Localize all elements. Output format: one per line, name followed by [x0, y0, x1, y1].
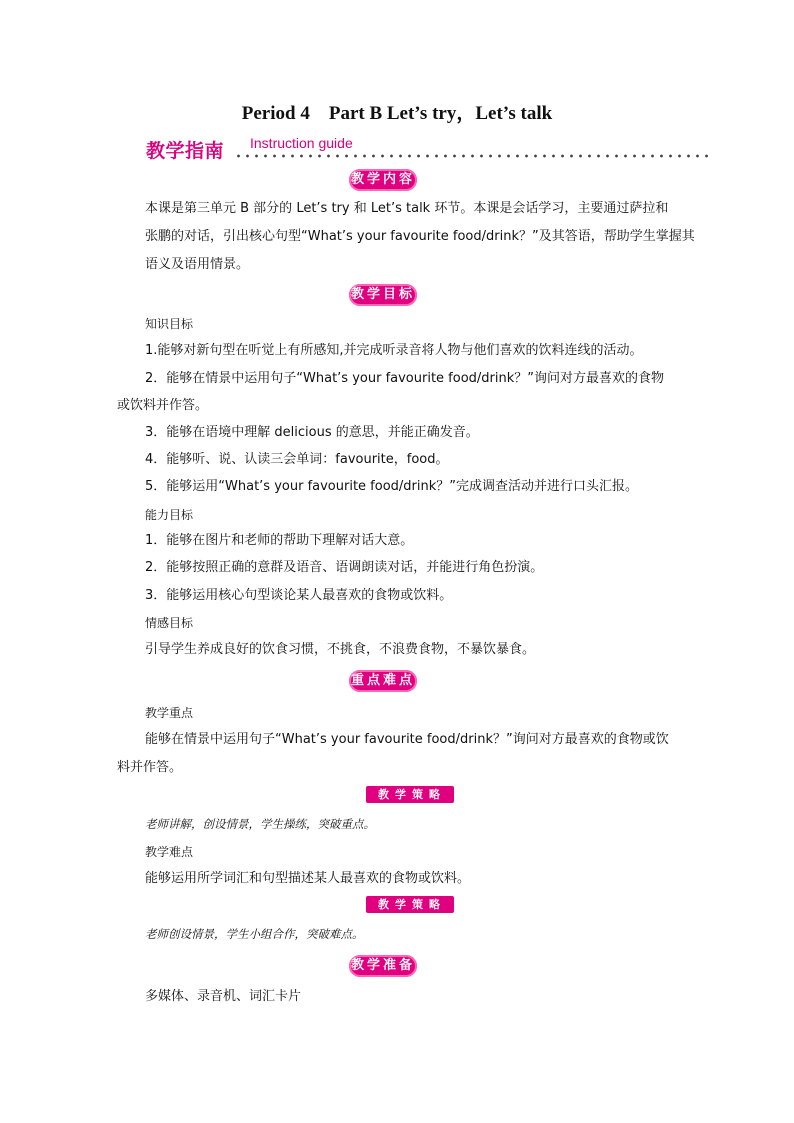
- preparation-text: 多媒体、录音机、词汇卡片: [145, 989, 302, 1004]
- teaching-difficulty-text: 能够运用所学词汇和句型描述某人最喜欢的食物或饮料。: [145, 871, 471, 886]
- emotion-goal-text: 引导学生养成良好的饮食习惯，不挑食，不浪费食物，不暴饮暴食。: [145, 642, 536, 657]
- knowledge-goal-item: 1.能够对新句型在听觉上有所感知,并完成听录音将人物与他们喜欢的饮料连线的活动。: [145, 343, 643, 358]
- teaching-focus-heading: 教学重点: [145, 706, 194, 720]
- teaching-focus-line-2: 料并作答。: [117, 760, 183, 775]
- teaching-difficulty-heading: 教学难点: [145, 845, 194, 859]
- strategy-badge-difficulty: 教学策略: [366, 896, 454, 913]
- ability-goal-item: 3．能够运用核心句型谈论某人最喜欢的食物或饮料。: [145, 588, 453, 603]
- content-paragraph-line-1: 本课是第三单元 B 部分的 Let’s try 和 Let’s talk 环节。本课是会话学习，主要通过萨拉和: [145, 201, 669, 216]
- instruction-guide-heading: 教学指南: [146, 140, 225, 162]
- ability-goals-heading: 能力目标: [145, 508, 194, 522]
- difficulty-strategy-text: 老师创设情景，学生小组合作，突破难点。: [145, 927, 364, 941]
- knowledge-goal-item: 2．能够在情景中运用句子“What’s your favourite food/drink？”询问对方最喜欢的食物: [145, 371, 665, 386]
- knowledge-goal-item: 4．能够听、说、认读三会单词：favourite，food。: [145, 452, 449, 467]
- ability-goal-item: 2．能够按照正确的意群及语音、语调朗读对话，并能进行角色扮演。: [145, 560, 544, 575]
- section-badge-preparation: 教学准备: [349, 955, 417, 977]
- knowledge-goal-item-continued: 或饮料并作答。: [117, 398, 209, 413]
- strategy-badge-focus: 教学策略: [366, 786, 454, 803]
- knowledge-goal-item: 3．能够在语境中理解 delicious 的意思，并能正确发音。: [145, 425, 479, 440]
- content-paragraph-line-2: 张鹏的对话，引出核心句型“What’s your favourite food/drink？”及其答语，帮助学生掌握其: [145, 229, 695, 244]
- content-paragraph-line-3: 语义及语用情景。: [145, 257, 250, 272]
- knowledge-goal-item: 5．能够运用“What’s your favourite food/drink？”完成调查活动并进行口头汇报。: [145, 479, 639, 494]
- section-badge-key-points: 重点难点: [349, 670, 417, 692]
- emotion-goals-heading: 情感目标: [145, 616, 194, 630]
- teaching-focus-line-1: 能够在情景中运用句子“What’s your favourite food/drink？”询问对方最喜欢的食物或饮: [145, 732, 669, 747]
- knowledge-goals-heading: 知识目标: [145, 317, 194, 331]
- dotted-divider: [234, 153, 710, 159]
- page-title: Period 4 Part B Let’s try，Let’s talk: [241, 103, 553, 124]
- instruction-guide-label: Instruction guide: [250, 135, 353, 151]
- section-badge-goals: 教学目标: [349, 284, 417, 306]
- section-badge-content: 教学内容: [349, 169, 417, 191]
- focus-strategy-text: 老师讲解，创设情景，学生操练，突破重点。: [145, 817, 375, 831]
- ability-goal-item: 1．能够在图片和老师的帮助下理解对话大意。: [145, 533, 414, 548]
